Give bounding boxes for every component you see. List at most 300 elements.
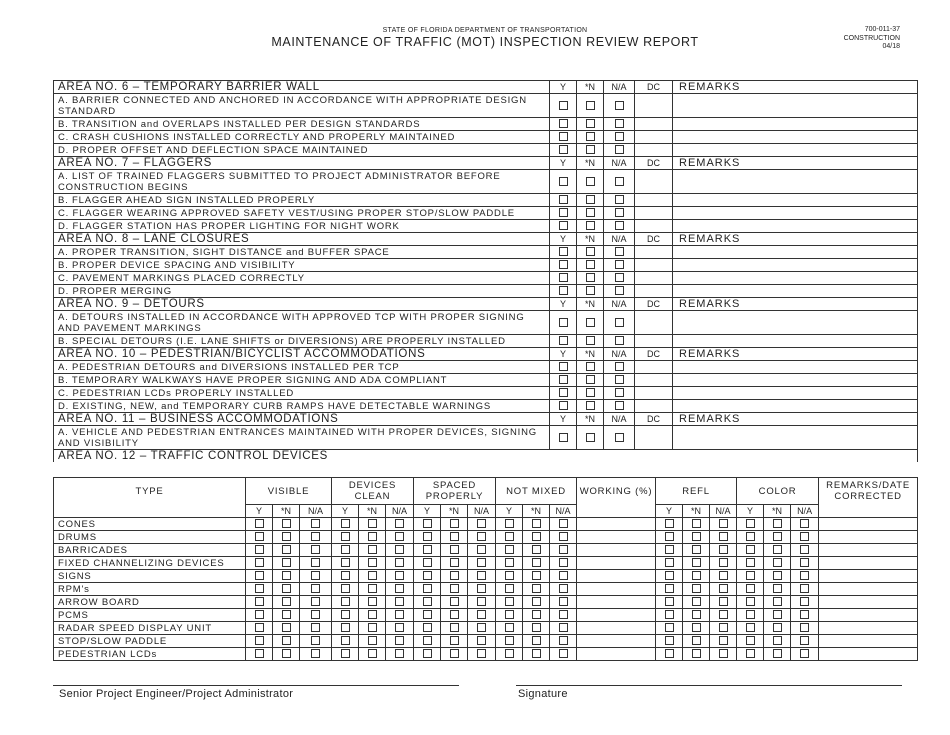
working-percent-field[interactable] [577,544,656,557]
yes-checkbox[interactable] [746,532,755,541]
no-checkbox[interactable] [586,362,595,371]
remarks-date-field[interactable] [819,648,918,661]
yes-checkbox[interactable] [423,571,432,580]
na-checkbox[interactable] [311,636,320,645]
no-checkbox[interactable] [586,195,595,204]
remarks-field[interactable] [673,170,918,194]
no-checkbox[interactable] [586,336,595,345]
yes-checkbox[interactable] [341,545,350,554]
yes-checkbox[interactable] [746,636,755,645]
no-checkbox[interactable] [368,597,377,606]
dc-field[interactable] [635,131,673,144]
no-checkbox[interactable] [692,584,701,593]
na-checkbox[interactable] [615,401,624,410]
no-checkbox[interactable] [450,545,459,554]
working-percent-field[interactable] [577,557,656,570]
na-checkbox[interactable] [559,597,568,606]
na-checkbox[interactable] [800,584,809,593]
working-percent-field[interactable] [577,531,656,544]
na-checkbox[interactable] [559,623,568,632]
no-checkbox[interactable] [368,558,377,567]
no-checkbox[interactable] [368,649,377,658]
dc-field[interactable] [635,272,673,285]
no-checkbox[interactable] [532,584,541,593]
no-checkbox[interactable] [773,584,782,593]
no-checkbox[interactable] [773,558,782,567]
yes-checkbox[interactable] [255,519,264,528]
yes-checkbox[interactable] [341,519,350,528]
no-checkbox[interactable] [368,623,377,632]
no-checkbox[interactable] [282,532,291,541]
remarks-field[interactable] [673,131,918,144]
na-checkbox[interactable] [615,362,624,371]
yes-checkbox[interactable] [505,519,514,528]
yes-checkbox[interactable] [255,571,264,580]
yes-checkbox[interactable] [665,623,674,632]
no-checkbox[interactable] [532,623,541,632]
na-checkbox[interactable] [615,260,624,269]
remarks-field[interactable] [673,374,918,387]
na-checkbox[interactable] [477,636,486,645]
na-checkbox[interactable] [800,623,809,632]
remarks-field[interactable] [673,311,918,335]
no-checkbox[interactable] [450,532,459,541]
na-checkbox[interactable] [615,336,624,345]
na-checkbox[interactable] [800,519,809,528]
na-checkbox[interactable] [615,221,624,230]
yes-checkbox[interactable] [665,584,674,593]
remarks-date-field[interactable] [819,596,918,609]
yes-checkbox[interactable] [746,610,755,619]
remarks-field[interactable] [673,246,918,259]
remarks-date-field[interactable] [819,531,918,544]
yes-checkbox[interactable] [665,519,674,528]
yes-checkbox[interactable] [665,545,674,554]
no-checkbox[interactable] [586,260,595,269]
na-checkbox[interactable] [615,247,624,256]
na-checkbox[interactable] [311,610,320,619]
no-checkbox[interactable] [532,519,541,528]
working-percent-field[interactable] [577,570,656,583]
yes-checkbox[interactable] [423,558,432,567]
yes-checkbox[interactable] [746,571,755,580]
no-checkbox[interactable] [586,388,595,397]
no-checkbox[interactable] [586,433,595,442]
no-checkbox[interactable] [368,545,377,554]
no-checkbox[interactable] [282,597,291,606]
no-checkbox[interactable] [532,649,541,658]
no-checkbox[interactable] [282,649,291,658]
yes-checkbox[interactable] [559,119,568,128]
yes-checkbox[interactable] [505,545,514,554]
na-checkbox[interactable] [311,558,320,567]
dc-field[interactable] [635,170,673,194]
no-checkbox[interactable] [773,610,782,619]
yes-checkbox[interactable] [559,401,568,410]
remarks-field[interactable] [673,144,918,157]
remarks-field[interactable] [673,335,918,348]
no-checkbox[interactable] [586,177,595,186]
remarks-date-field[interactable] [819,609,918,622]
yes-checkbox[interactable] [559,177,568,186]
no-checkbox[interactable] [450,519,459,528]
remarks-field[interactable] [673,361,918,374]
yes-checkbox[interactable] [746,545,755,554]
no-checkbox[interactable] [368,532,377,541]
na-checkbox[interactable] [395,623,404,632]
yes-checkbox[interactable] [746,649,755,658]
remarks-date-field[interactable] [819,544,918,557]
na-checkbox[interactable] [719,649,728,658]
yes-checkbox[interactable] [255,584,264,593]
yes-checkbox[interactable] [505,636,514,645]
remarks-field[interactable] [673,272,918,285]
no-checkbox[interactable] [368,519,377,528]
yes-checkbox[interactable] [255,545,264,554]
yes-checkbox[interactable] [423,584,432,593]
na-checkbox[interactable] [615,195,624,204]
working-percent-field[interactable] [577,635,656,648]
na-checkbox[interactable] [477,610,486,619]
na-checkbox[interactable] [615,101,624,110]
dc-field[interactable] [635,387,673,400]
na-checkbox[interactable] [477,623,486,632]
na-checkbox[interactable] [615,318,624,327]
yes-checkbox[interactable] [665,610,674,619]
na-checkbox[interactable] [311,649,320,658]
dc-field[interactable] [635,246,673,259]
na-checkbox[interactable] [559,636,568,645]
no-checkbox[interactable] [773,532,782,541]
na-checkbox[interactable] [311,571,320,580]
yes-checkbox[interactable] [341,532,350,541]
na-checkbox[interactable] [395,636,404,645]
yes-checkbox[interactable] [423,545,432,554]
na-checkbox[interactable] [719,636,728,645]
no-checkbox[interactable] [450,649,459,658]
remarks-field[interactable] [673,400,918,413]
yes-checkbox[interactable] [559,362,568,371]
no-checkbox[interactable] [586,145,595,154]
no-checkbox[interactable] [773,649,782,658]
na-checkbox[interactable] [719,519,728,528]
no-checkbox[interactable] [586,101,595,110]
no-checkbox[interactable] [586,286,595,295]
dc-field[interactable] [635,285,673,298]
na-checkbox[interactable] [800,636,809,645]
signature-line[interactable] [516,685,902,686]
remarks-field[interactable] [673,94,918,118]
na-checkbox[interactable] [477,649,486,658]
no-checkbox[interactable] [368,636,377,645]
dc-field[interactable] [635,259,673,272]
yes-checkbox[interactable] [423,519,432,528]
dc-field[interactable] [635,194,673,207]
na-checkbox[interactable] [477,571,486,580]
no-checkbox[interactable] [532,636,541,645]
yes-checkbox[interactable] [665,649,674,658]
no-checkbox[interactable] [773,623,782,632]
remarks-field[interactable] [673,259,918,272]
no-checkbox[interactable] [450,636,459,645]
na-checkbox[interactable] [719,597,728,606]
no-checkbox[interactable] [586,208,595,217]
working-percent-field[interactable] [577,648,656,661]
remarks-field[interactable] [673,194,918,207]
na-checkbox[interactable] [615,132,624,141]
dc-field[interactable] [635,374,673,387]
yes-checkbox[interactable] [665,571,674,580]
na-checkbox[interactable] [559,571,568,580]
remarks-field[interactable] [673,426,918,450]
na-checkbox[interactable] [395,545,404,554]
yes-checkbox[interactable] [559,318,568,327]
na-checkbox[interactable] [395,571,404,580]
na-checkbox[interactable] [311,597,320,606]
yes-checkbox[interactable] [559,286,568,295]
no-checkbox[interactable] [586,119,595,128]
no-checkbox[interactable] [282,545,291,554]
no-checkbox[interactable] [692,649,701,658]
no-checkbox[interactable] [692,623,701,632]
yes-checkbox[interactable] [505,558,514,567]
no-checkbox[interactable] [773,545,782,554]
working-percent-field[interactable] [577,609,656,622]
na-checkbox[interactable] [477,545,486,554]
no-checkbox[interactable] [773,571,782,580]
no-checkbox[interactable] [282,519,291,528]
yes-checkbox[interactable] [423,610,432,619]
yes-checkbox[interactable] [746,623,755,632]
na-checkbox[interactable] [395,610,404,619]
remarks-date-field[interactable] [819,570,918,583]
yes-checkbox[interactable] [505,532,514,541]
dc-field[interactable] [635,335,673,348]
na-checkbox[interactable] [800,610,809,619]
yes-checkbox[interactable] [559,132,568,141]
na-checkbox[interactable] [800,597,809,606]
yes-checkbox[interactable] [665,597,674,606]
na-checkbox[interactable] [615,433,624,442]
no-checkbox[interactable] [450,597,459,606]
na-checkbox[interactable] [477,597,486,606]
na-checkbox[interactable] [559,519,568,528]
na-checkbox[interactable] [719,584,728,593]
no-checkbox[interactable] [368,584,377,593]
yes-checkbox[interactable] [505,597,514,606]
no-checkbox[interactable] [282,558,291,567]
na-checkbox[interactable] [800,545,809,554]
no-checkbox[interactable] [692,597,701,606]
no-checkbox[interactable] [450,610,459,619]
na-checkbox[interactable] [615,388,624,397]
no-checkbox[interactable] [368,571,377,580]
no-checkbox[interactable] [773,519,782,528]
yes-checkbox[interactable] [423,597,432,606]
no-checkbox[interactable] [532,532,541,541]
no-checkbox[interactable] [692,532,701,541]
na-checkbox[interactable] [311,519,320,528]
yes-checkbox[interactable] [255,558,264,567]
yes-checkbox[interactable] [341,623,350,632]
remarks-date-field[interactable] [819,583,918,596]
remarks-date-field[interactable] [819,557,918,570]
yes-checkbox[interactable] [341,636,350,645]
no-checkbox[interactable] [450,571,459,580]
na-checkbox[interactable] [800,571,809,580]
no-checkbox[interactable] [532,571,541,580]
yes-checkbox[interactable] [559,336,568,345]
remarks-field[interactable] [673,285,918,298]
na-checkbox[interactable] [719,545,728,554]
dc-field[interactable] [635,400,673,413]
yes-checkbox[interactable] [255,532,264,541]
no-checkbox[interactable] [586,247,595,256]
yes-checkbox[interactable] [423,623,432,632]
yes-checkbox[interactable] [559,145,568,154]
yes-checkbox[interactable] [505,649,514,658]
na-checkbox[interactable] [615,286,624,295]
remarks-field[interactable] [673,220,918,233]
yes-checkbox[interactable] [665,636,674,645]
yes-checkbox[interactable] [505,623,514,632]
no-checkbox[interactable] [692,610,701,619]
yes-checkbox[interactable] [559,433,568,442]
na-checkbox[interactable] [615,208,624,217]
engineer-signature-line[interactable] [53,685,459,686]
na-checkbox[interactable] [559,558,568,567]
no-checkbox[interactable] [586,318,595,327]
working-percent-field[interactable] [577,596,656,609]
na-checkbox[interactable] [615,375,624,384]
no-checkbox[interactable] [282,610,291,619]
no-checkbox[interactable] [586,273,595,282]
na-checkbox[interactable] [559,610,568,619]
yes-checkbox[interactable] [423,636,432,645]
no-checkbox[interactable] [532,545,541,554]
yes-checkbox[interactable] [746,519,755,528]
no-checkbox[interactable] [282,571,291,580]
na-checkbox[interactable] [615,273,624,282]
yes-checkbox[interactable] [505,610,514,619]
yes-checkbox[interactable] [341,584,350,593]
no-checkbox[interactable] [773,597,782,606]
na-checkbox[interactable] [395,558,404,567]
remarks-field[interactable] [673,387,918,400]
yes-checkbox[interactable] [665,558,674,567]
na-checkbox[interactable] [615,145,624,154]
yes-checkbox[interactable] [746,597,755,606]
na-checkbox[interactable] [477,532,486,541]
na-checkbox[interactable] [719,623,728,632]
yes-checkbox[interactable] [559,221,568,230]
no-checkbox[interactable] [282,623,291,632]
na-checkbox[interactable] [719,532,728,541]
yes-checkbox[interactable] [255,649,264,658]
na-checkbox[interactable] [719,610,728,619]
no-checkbox[interactable] [586,221,595,230]
na-checkbox[interactable] [559,649,568,658]
yes-checkbox[interactable] [559,273,568,282]
no-checkbox[interactable] [532,597,541,606]
working-percent-field[interactable] [577,622,656,635]
na-checkbox[interactable] [559,584,568,593]
no-checkbox[interactable] [282,636,291,645]
yes-checkbox[interactable] [505,584,514,593]
na-checkbox[interactable] [395,584,404,593]
na-checkbox[interactable] [395,597,404,606]
no-checkbox[interactable] [532,558,541,567]
no-checkbox[interactable] [532,610,541,619]
working-percent-field[interactable] [577,583,656,596]
dc-field[interactable] [635,426,673,450]
no-checkbox[interactable] [692,519,701,528]
working-percent-field[interactable] [577,518,656,531]
no-checkbox[interactable] [368,610,377,619]
remarks-date-field[interactable] [819,635,918,648]
remarks-date-field[interactable] [819,518,918,531]
yes-checkbox[interactable] [255,636,264,645]
yes-checkbox[interactable] [255,597,264,606]
no-checkbox[interactable] [282,584,291,593]
no-checkbox[interactable] [692,571,701,580]
remarks-date-field[interactable] [819,622,918,635]
dc-field[interactable] [635,144,673,157]
yes-checkbox[interactable] [559,375,568,384]
no-checkbox[interactable] [773,636,782,645]
na-checkbox[interactable] [311,623,320,632]
yes-checkbox[interactable] [559,260,568,269]
na-checkbox[interactable] [800,649,809,658]
na-checkbox[interactable] [719,558,728,567]
yes-checkbox[interactable] [665,532,674,541]
na-checkbox[interactable] [800,532,809,541]
na-checkbox[interactable] [719,571,728,580]
yes-checkbox[interactable] [559,208,568,217]
dc-field[interactable] [635,94,673,118]
no-checkbox[interactable] [692,545,701,554]
yes-checkbox[interactable] [505,571,514,580]
dc-field[interactable] [635,361,673,374]
yes-checkbox[interactable] [746,584,755,593]
na-checkbox[interactable] [800,558,809,567]
no-checkbox[interactable] [692,636,701,645]
no-checkbox[interactable] [450,584,459,593]
no-checkbox[interactable] [450,558,459,567]
no-checkbox[interactable] [450,623,459,632]
no-checkbox[interactable] [586,401,595,410]
yes-checkbox[interactable] [255,623,264,632]
remarks-field[interactable] [673,118,918,131]
yes-checkbox[interactable] [559,101,568,110]
na-checkbox[interactable] [395,519,404,528]
yes-checkbox[interactable] [255,610,264,619]
yes-checkbox[interactable] [559,247,568,256]
na-checkbox[interactable] [559,532,568,541]
yes-checkbox[interactable] [423,649,432,658]
no-checkbox[interactable] [586,132,595,141]
na-checkbox[interactable] [477,558,486,567]
dc-field[interactable] [635,207,673,220]
yes-checkbox[interactable] [341,597,350,606]
remarks-field[interactable] [673,207,918,220]
na-checkbox[interactable] [559,545,568,554]
dc-field[interactable] [635,311,673,335]
yes-checkbox[interactable] [341,649,350,658]
na-checkbox[interactable] [395,532,404,541]
na-checkbox[interactable] [615,119,624,128]
no-checkbox[interactable] [692,558,701,567]
